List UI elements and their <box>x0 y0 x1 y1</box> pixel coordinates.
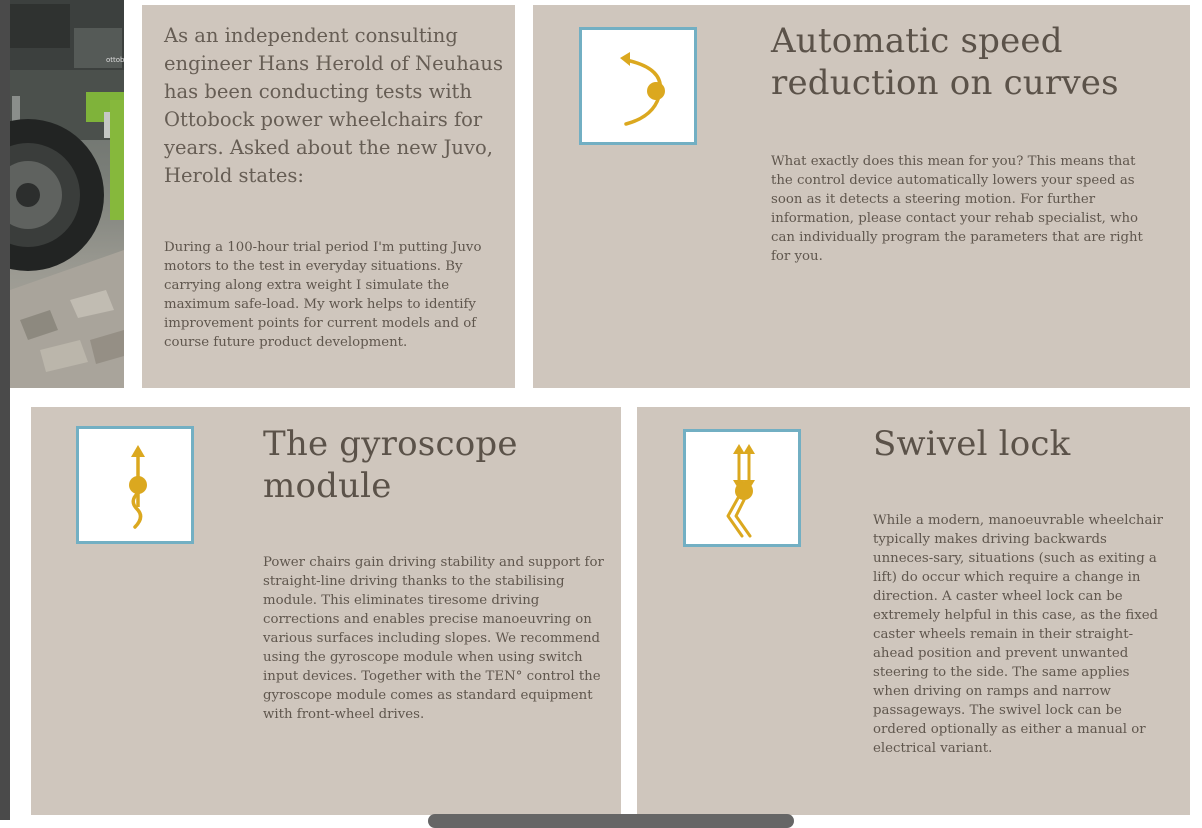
horizontal-scrollbar-thumb[interactable] <box>428 814 794 828</box>
power-wheelchair-photo-icon <box>10 0 124 388</box>
gyroscope-icon <box>79 429 191 541</box>
feature-title: The gyroscope module <box>263 424 518 506</box>
wheelchair-photo <box>10 0 124 388</box>
curve-speed-icon-box <box>579 27 697 145</box>
gyroscope-icon-box <box>76 426 194 544</box>
feature-panel-gyroscope <box>31 407 621 815</box>
feature-description: While a modern, manoeuvrable wheelchair typically makes driving backwards unneces-sary, situations (such as exiting a lift) do occur which require a change in direction. A caster wheel lock can be extremely helpful in this case, as the fixed caster wheels remain in their straight-ahead position and prevent unwanted steering to the side. The same applies when driving on ramps and narrow passageways. The swivel lock can be ordered optionally as either a manual or electrical variant. <box>873 513 1164 756</box>
page-left-border <box>0 0 10 820</box>
curve-speed-icon <box>582 30 694 142</box>
testimonial-quote: During a 100-hour trial period I'm putting Juvo motors to the test in everyday situations. By carrying along extra weight I simulate the maximum safe-load. My work helps to identify improvement points for current models and of course future product development. <box>164 240 482 350</box>
swivel-lock-icon <box>686 432 798 544</box>
feature-description: Power chairs gain driving stability and support for straight-line driving thanks to the stabilising module. This eliminates tiresome driving corrections and enables precise manoeuvring on various surfaces including slopes. We recommend using the gyroscope module when using switch input devices. Together with the TEN° control the gyroscope module comes as standard equipment with front-wheel drives. <box>263 555 604 722</box>
photo-brand-text: ottob <box>106 56 124 64</box>
testimonial-panel <box>142 5 515 388</box>
feature-panel-speed-reduction <box>533 5 1190 388</box>
testimonial-intro: As an independent consulting engineer Hans Herold of Neuhaus has been conducting tests with Ottobock power wheelchairs for years. Asked about the new Juvo, Herold states: <box>164 24 503 187</box>
feature-title: Swivel lock <box>873 424 1071 464</box>
feature-title: Automatic speed reduction on curves <box>771 21 1119 103</box>
feature-description: What exactly does this mean for you? This means that the control device automatically lowers your speed as soon as it detects a steering motion. For further information, please contact your rehab specialist, who can individually program the parameters that are right for you. <box>771 154 1143 264</box>
swivel-lock-icon-box <box>683 429 801 547</box>
feature-panel-swivel-lock <box>637 407 1190 815</box>
